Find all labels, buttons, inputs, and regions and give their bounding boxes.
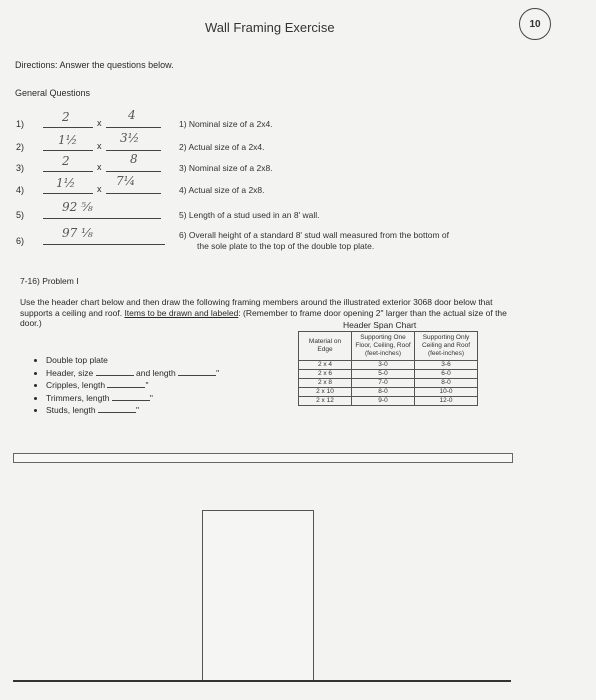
question-6: 6) Overall height of a standard 8' stud wall measured from the bottom of	[179, 230, 449, 240]
table-cell: 3-6	[415, 361, 478, 370]
question-4: 4) Actual size of a 2x8.	[179, 185, 265, 195]
item-label: Header, size	[46, 367, 94, 378]
list-item	[46, 404, 219, 417]
table-cell: 10-0	[415, 388, 478, 397]
table-cell: 9-0	[352, 397, 415, 406]
column-header: Material on Edge	[299, 332, 352, 361]
score-badge: 10	[519, 8, 551, 40]
table-cell: 2 x 4	[299, 361, 352, 370]
table-cell: 2 x 10	[299, 388, 352, 397]
question-1: 1) Nominal size of a 2x4.	[179, 119, 273, 129]
instructions-text: Use the header chart below and then draw the following framing members around the illustrated exterior 3068 door below that supports a ceiling and roof.	[20, 297, 493, 318]
table-cell: 7-0	[352, 379, 415, 388]
answer-number: 2)	[16, 142, 25, 152]
handwritten-answer: 2	[62, 154, 70, 168]
table-row	[299, 397, 478, 406]
table-cell: 12-0	[415, 397, 478, 406]
item-label: Cripples, length	[46, 380, 106, 390]
question-6-cont: the sole plate to the top of the double top plate.	[197, 241, 375, 251]
general-questions-heading: General Questions	[15, 88, 91, 98]
page-title: Wall Framing Exercise	[205, 20, 335, 35]
table-cell: 2 x 12	[299, 397, 352, 406]
inch-mark: "	[136, 405, 140, 415]
answer-number: 1)	[16, 119, 25, 129]
door-outline	[202, 510, 314, 681]
studs-length-blank[interactable]	[98, 404, 136, 413]
inch-mark: "	[145, 380, 149, 390]
instructions-text: : (Remember to frame door opening 2" larger than the actual size of the door.)	[20, 307, 507, 328]
answer-blank[interactable]	[43, 193, 93, 194]
handwritten-answer: 2	[62, 110, 70, 124]
table-row	[299, 379, 478, 388]
list-item	[46, 367, 219, 380]
times-sign: x	[97, 118, 102, 128]
problem-instructions	[20, 297, 520, 329]
trimmers-length-blank[interactable]	[112, 392, 150, 401]
table-cell: 8-0	[352, 388, 415, 397]
answer-number: 5)	[16, 210, 25, 220]
header-span-chart-title: Header Span Chart	[343, 320, 417, 330]
answer-blank[interactable]	[106, 150, 161, 151]
table-cell: 2 x 6	[299, 370, 352, 379]
answer-blank[interactable]	[43, 171, 93, 172]
column-header: Supporting Only Ceiling and Roof (feet-inches)	[415, 332, 478, 361]
handwritten-answer: 4	[128, 108, 136, 122]
instructions-emphasis: Items to be drawn and labeled	[124, 307, 239, 318]
handwritten-answer: 1½	[58, 133, 78, 147]
item-label: and length	[136, 367, 176, 378]
list-item	[46, 392, 219, 405]
list-item	[46, 355, 219, 367]
answer-blank[interactable]	[43, 244, 165, 245]
handwritten-answer: 8	[130, 152, 138, 166]
answer-blank[interactable]	[106, 171, 161, 172]
table-cell: 8-0	[415, 379, 478, 388]
table-cell: 5-0	[352, 370, 415, 379]
handwritten-answer: 1½	[56, 176, 76, 190]
framing-members-list	[36, 355, 219, 417]
times-sign: x	[97, 141, 102, 151]
times-sign: x	[97, 162, 102, 172]
item-label: Double top plate	[46, 355, 108, 365]
answer-number: 6)	[16, 236, 25, 246]
question-3: 3) Nominal size of a 2x8.	[179, 163, 273, 173]
table-cell: 3-0	[352, 361, 415, 370]
header-length-blank[interactable]	[178, 367, 216, 376]
handwritten-answer: 92 ⅝	[62, 200, 93, 214]
directions-text: Directions: Answer the questions below.	[15, 60, 174, 70]
answer-number: 3)	[16, 163, 25, 173]
answer-number: 4)	[16, 185, 25, 195]
header-size-blank[interactable]	[96, 367, 134, 376]
table-row	[299, 370, 478, 379]
table-cell: 2 x 8	[299, 379, 352, 388]
answer-blank[interactable]	[43, 127, 93, 128]
item-label: Trimmers, length	[46, 392, 110, 403]
cripples-length-blank[interactable]	[107, 379, 145, 388]
list-item	[46, 379, 219, 392]
table-row	[299, 361, 478, 370]
answer-blank[interactable]	[43, 218, 161, 219]
question-5: 5) Length of a stud used in an 8' wall.	[179, 210, 320, 220]
header-span-chart	[298, 331, 478, 406]
problem-heading: 7-16) Problem I	[20, 276, 79, 286]
answer-blank[interactable]	[106, 193, 161, 194]
times-sign: x	[97, 184, 102, 194]
handwritten-answer: 97 ⅛	[62, 226, 93, 240]
handwritten-answer: 7¼	[116, 174, 136, 188]
answer-blank[interactable]	[106, 127, 161, 128]
table-row	[299, 388, 478, 397]
inch-mark: "	[216, 367, 220, 378]
floor-line	[13, 680, 511, 682]
inch-mark: "	[149, 392, 153, 403]
top-plate-outline	[13, 453, 513, 463]
question-2: 2) Actual size of a 2x4.	[179, 142, 265, 152]
handwritten-answer: 3½	[120, 131, 140, 145]
table-cell: 6-0	[415, 370, 478, 379]
answer-blank[interactable]	[43, 150, 93, 151]
column-header: Supporting One Floor, Ceiling, Roof (feet-inches)	[352, 332, 415, 361]
item-label: Studs, length	[46, 405, 96, 415]
